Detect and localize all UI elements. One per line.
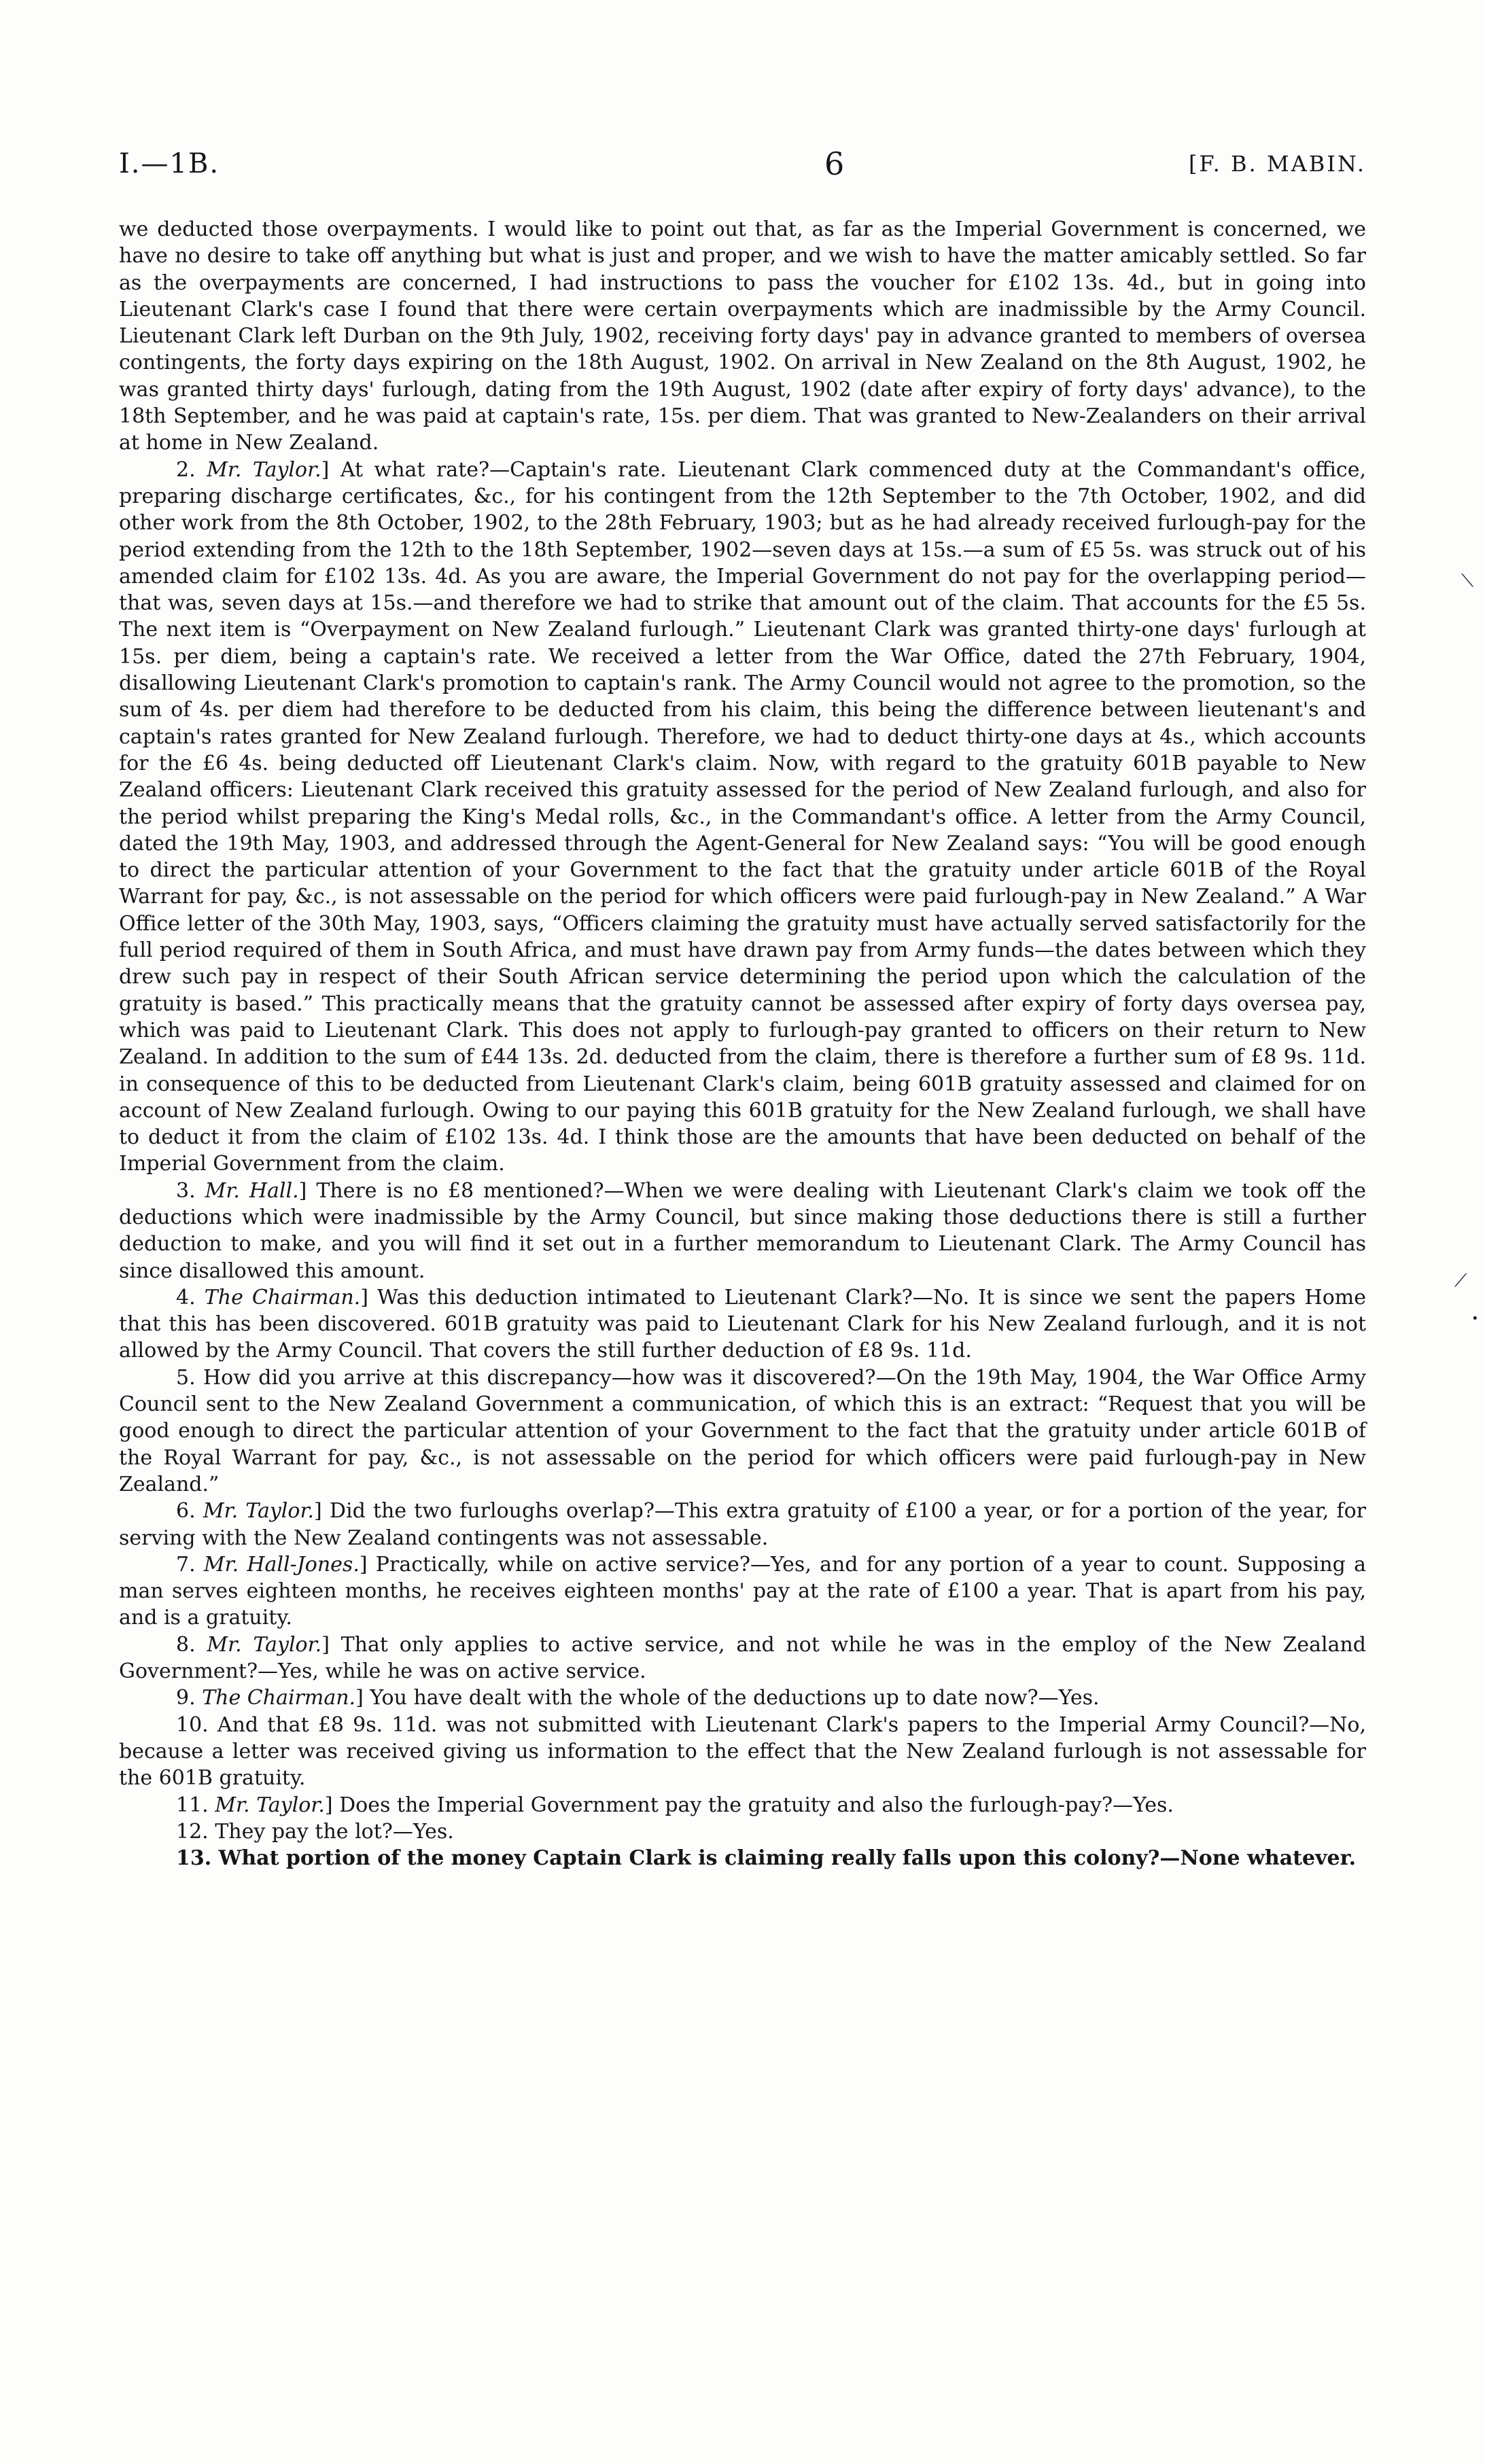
- question-6: 6. Mr. Taylor.] Did the two furloughs overlap?—This extra gratuity of £100 a year, or for a portion of the year, for serving with the New Zealand contingents was not assessable.: [119, 1499, 1366, 1550]
- question-8: 8. Mr. Taylor.] That only applies to active service, and not while he was in the employ of the New Zealand Government?—Yes, while he was on active service.: [119, 1632, 1366, 1684]
- scan-mark-icon: ⟋: [1454, 1271, 1467, 1291]
- question-5: 5. How did you arrive at this discrepancy—how was it discovered?—On the 19th May, 1904, the War Office Army Council sent to the New Zealand Government a communication, of which this is an extract: “Request that you will be good enough to direct the particular attention of your Government to the fact that the gratuity under article 601B of the Royal Warrant for pay, &c., is not assessable on the period for which officers were paid furlough-pay in New Zealand.”: [119, 1365, 1366, 1496]
- speaker: Mr. Taylor.: [207, 457, 321, 482]
- question-13: 13. What portion of the money Captain Clark is claiming really falls upon this colony?—None whatever.: [176, 1846, 1357, 1871]
- speaker: Mr. Hall.: [205, 1178, 299, 1203]
- paragraph-1: we deducted those overpayments. I would like to point out that, as far as the Imperial Government is concerned, we have no desire to take off anything but what is just and proper, and we wish to have the matter amicably settled. So far as the overpayments are concerned, I had instructions to pass the voucher for £102 13s. 4d., but in going into Lieutenant Clark's case I found that there were certain overpayments which are inadmissible by the Army Council. Lieutenant Clark left Durban on the 9th July, 1902, receiving forty days' pay in advance granted to members of oversea contingents, the forty days expiring on the 18th August, 1902. On arrival in New Zealand on the 8th August, 1902, he was granted thirty days' furlough, dating from the 19th August, 1902 (date after expiry of forty days' advance), to the 18th September, and he was paid at captain's rate, 15s. per diem. That was granted to New-Zealanders on their arrival at home in New Zealand.: [119, 217, 1366, 455]
- question-7: 7. Mr. Hall-Jones.] Practically, while on active service?—Yes, and for any portion of a year to count. Supposing a man serves eighteen months, he receives eighteen months' pay at the rate of £100 a year. That is apart from his pay, and is a gratuity.: [119, 1552, 1366, 1630]
- speaker: Mr. Taylor.: [203, 1499, 315, 1524]
- speaker: Mr. Hall-Jones.: [203, 1552, 360, 1577]
- page-number: 6: [824, 145, 845, 182]
- speaker: Mr. Taylor.: [207, 1632, 322, 1657]
- speaker: The Chairman.: [202, 1686, 356, 1710]
- question-10: 10. And that £8 9s. 11d. was not submitted with Lieutenant Clark's papers to the Imperial Army Council?—No, because a letter was received giving us information to the effect that the New Zealand furlough is not assessable for the 601B gratuity.: [119, 1712, 1366, 1791]
- evidence-text: [119, 216, 1366, 1871]
- speaker: Mr. Taylor.: [215, 1793, 325, 1817]
- question-11: 11. Mr. Taylor.] Does the Imperial Government pay the gratuity and also the furlough-pay?—Yes.: [176, 1793, 1174, 1817]
- question-2: 2. Mr. Taylor.] At what rate?—Captain's rate. Lieutenant Clark commenced duty at the Commandant's office, preparing discharge certificates, &c., for his contingent from the 12th September to the 7th October, 1902, and did other work from the 8th October, 1902, to the 28th February, 1903; but as he had already received furlough-pay for the period extending from the 12th to the 18th September, 1902—seven days at 15s.—a sum of £5 5s. was struck out of his amended claim for £102 13s. 4d. As you are aware, the Imperial Government do not pay for the overlapping period—that was, seven days at 15s.—and therefore we had to strike that amount out of the claim. That accounts for the £5 5s. The next item is “Overpayment on New Zealand furlough.” Lieutenant Clark was granted thirty-one days' furlough at 15s. per diem, being a captain's rate. We received a letter from the War Office, dated the 27th February, 1904, disallowing Lieutenant Clark's promotion to captain's rank. The Army Council would not agree to the promotion, so the sum of 4s. per diem had therefore to be deducted from his claim, this being the difference between lieutenant's and captain's rates granted for New Zealand furlough. Therefore, we had to deduct thirty-one days at 4s., which accounts for the £6 4s. being deducted off Lieutenant Clark's claim. Now, with regard to the gratuity 601B payable to New Zealand officers: Lieutenant Clark received this gratuity assessed for the period of New Zealand furlough, and also for the period whilst preparing the King's Medal rolls, &c., in the Commandant's office. A letter from the Army Council, dated the 19th May, 1903, and addressed through the Agent-General for New Zealand says: “You will be good enough to direct the particular attention of your Government to the fact that the gratuity under article 601B of the Royal Warrant for pay, &c., is not assessable on the period for which officers were paid furlough-pay in New Zealand.” A War Office letter of the 30th May, 1903, says, “Officers claiming the gratuity must have actually served satisfactorily for the full period required of them in South Africa, and must have drawn pay from Army funds—the dates between which they drew such pay in respect of their South African service determining the period upon which the calculation of the gratuity is based.” This practically means that the gratuity cannot be assessed after expiry of forty days oversea pay, which was paid to Lieutenant Clark. This does not apply to furlough-pay granted to officers on their return to New Zealand. In addition to the sum of £44 13s. 2d. deducted from the claim, there is therefore a further sum of £8 9s. 11d. in consequence of this to be deducted from Lieutenant Clark's claim, being 601B gratuity assessed and claimed for on account of New Zealand furlough. Owing to our paying this 601B gratuity for the New Zealand furlough, we shall have to deduct it from the claim of £102 13s. 4d. I think those are the amounts that have been deducted on behalf of the Imperial Government from the claim.: [119, 457, 1366, 1176]
- page-header: [119, 145, 1366, 189]
- witness-name: [F. B. MABIN.: [1188, 151, 1366, 177]
- document-reference: I.—1B.: [119, 148, 220, 179]
- scan-mark-icon: ⟍: [1461, 571, 1474, 591]
- question-4: 4. The Chairman.] Was this deduction intimated to Lieutenant Clark?—No. It is since we sent the papers Home that this has been discovered. 601B gratuity was paid to Lieutenant Clark for his New Zealand furlough, and it is not allowed by the Army Council. That covers the still further deduction of £8 9s. 11d.: [119, 1285, 1366, 1363]
- question-12: 12. They pay the lot?—Yes.: [176, 1819, 454, 1844]
- question-3: 3. Mr. Hall.] There is no £8 mentioned?—When we were dealing with Lieutenant Clark's claim we took off the deductions which were inadmissible by the Army Council, but since making those deductions there is still a further deduction to make, and you will find it set out in a further memorandum to Lieutenant Clark. The Army Council has since disallowed this amount.: [119, 1178, 1366, 1283]
- speaker: The Chairman.: [204, 1285, 361, 1309]
- scan-mark-icon: •: [1471, 1312, 1479, 1326]
- question-9: 9. The Chairman.] You have dealt with the whole of the deductions up to date now?—Yes.: [176, 1686, 1100, 1710]
